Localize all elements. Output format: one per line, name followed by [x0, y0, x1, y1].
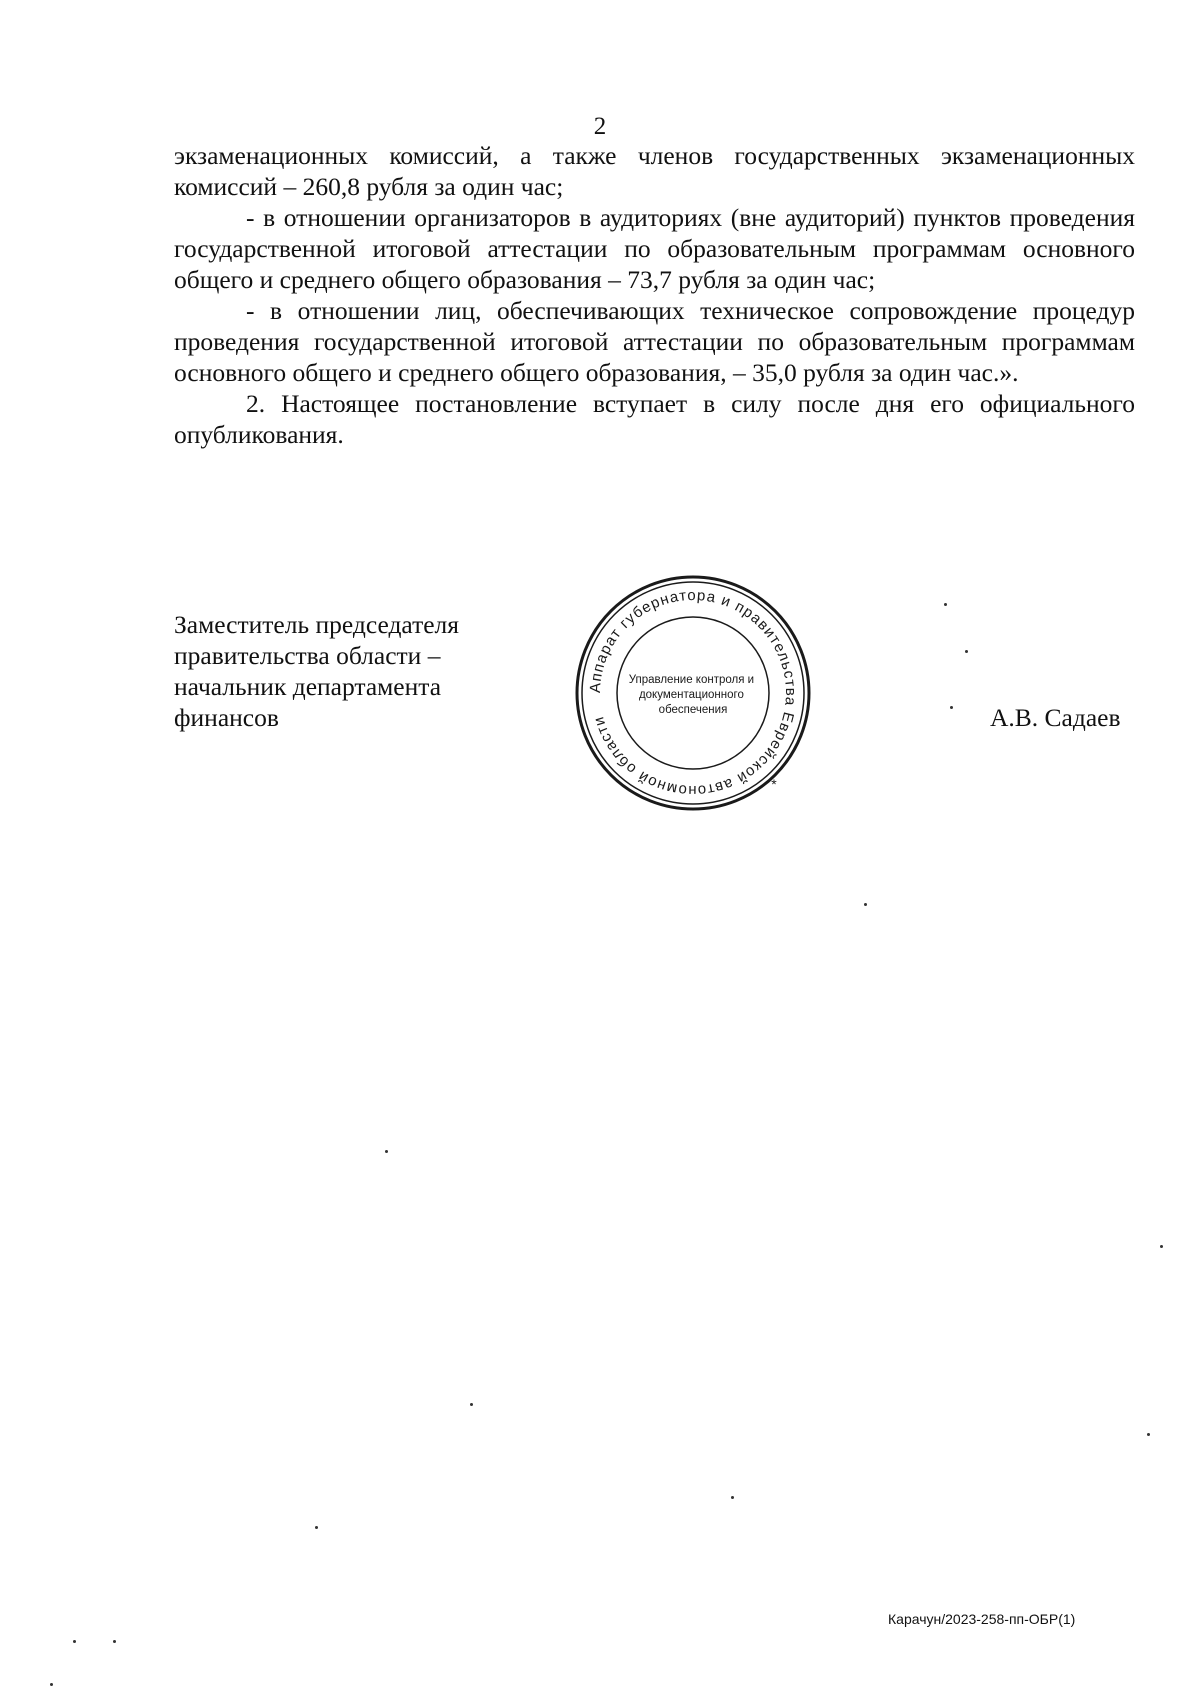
scan-speck — [50, 1683, 53, 1686]
signatory-position-line: Заместитель председателя — [174, 610, 459, 639]
scan-speck — [385, 1150, 388, 1153]
signatory-position-line: правительства области – — [174, 641, 441, 670]
stamp-star: * — [771, 776, 777, 792]
stamp-outer-text: Аппарат губернатора и правительства Еврейской автономной области — [586, 586, 800, 800]
document-registration-code: Карачун/2023-258-пп-ОБР(1) — [888, 1611, 1076, 1627]
page-number: 2 — [593, 113, 607, 140]
paragraph-continuation: экзаменационных комиссий, а также членов государственных экзаменационных комиссий – 260,8 рубля за один час; — [174, 141, 1135, 201]
stamp-inner-line: Управление контроля и — [628, 674, 755, 686]
paragraph-organizers-rate: - в отношении организаторов в аудиториях (вне аудиторий) пунктов проведения государственной итоговой аттестации по образовательным программам основного общего и среднего общего образования – 73,7 рубля за один час; — [174, 203, 1135, 294]
scan-speck — [1160, 1245, 1163, 1248]
scan-speck — [731, 1496, 734, 1499]
scan-speck — [944, 603, 947, 606]
official-seal-stamp — [573, 573, 813, 813]
scan-speck — [965, 650, 968, 653]
signatory-position-line: начальник департамента — [174, 672, 442, 701]
document-body — [174, 140, 1135, 450]
scan-speck — [315, 1526, 318, 1529]
stamp-inner-line: документационного — [638, 689, 744, 701]
scan-speck — [950, 706, 953, 709]
stamp-inner-line: обеспечения — [658, 704, 728, 716]
scan-speck — [113, 1640, 116, 1643]
signatory-name: А.В. Садаев — [990, 703, 1121, 732]
scan-speck — [864, 903, 867, 906]
paragraph-technical-support-rate: - в отношении лиц, обеспечивающих техническое сопровождение процедур проведения государственной итоговой аттестации по образовательным программам основного общего и среднего общего образования, – 35,0 рубля за один час.». — [174, 296, 1135, 387]
scan-speck — [73, 1640, 76, 1643]
scan-speck — [1147, 1433, 1150, 1436]
paragraph-entry-into-force: 2. Настоящее постановление вступает в силу после дня его официального опубликования. — [174, 389, 1135, 449]
scan-speck — [470, 1403, 473, 1406]
signatory-position-line: финансов — [174, 703, 279, 732]
stamp-inner-text — [629, 674, 758, 716]
signatory-position — [174, 609, 514, 733]
